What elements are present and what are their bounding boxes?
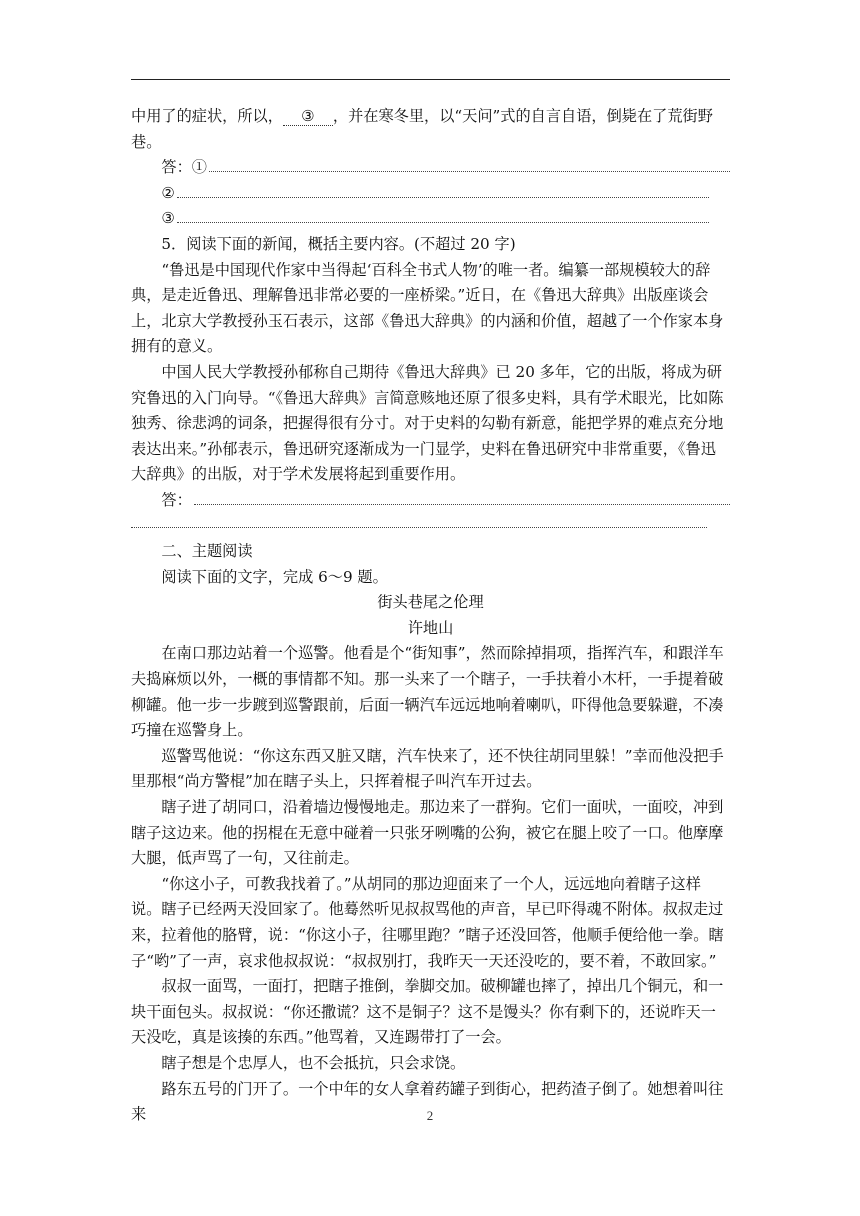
section-instruction: 阅读下面的文字，完成 6～9 题。 (161, 567, 388, 586)
answer-line (131, 488, 730, 514)
answer-line-2 (131, 181, 730, 207)
answer-line-1 (131, 155, 730, 181)
answer-label: ③ (161, 209, 176, 228)
text-line (131, 104, 730, 155)
story-paragraph: 叔叔一面骂，一面打，把瞎子推倒，拳脚交加。破柳罐也摔了，掉出几个铜元，和一块干面包头。叔叔说：“你还撒谎？这不是铜子？这不是馒头？你有剩下的，还说昨天一天没吃，真是该揍的东西。”他骂着，又连踢带打了一会。 (131, 977, 724, 1047)
question-5-prompt: 5．阅读下面的新闻，概括主要内容。(不超过 20 字) (161, 234, 516, 253)
text-fragment: 中用了的症状，所以， (131, 107, 283, 125)
section-heading: 二、主题阅读 (161, 542, 253, 561)
story-paragraph: 瞎子进了胡同口，沿着墙边慢慢地走。那边来了一群狗。它们一面吠，一面咬，冲到瞎子这边来。他的拐棍在无意中碰着一只张牙咧嘴的公狗，被它在腿上咬了一口。他摩摩大腿，低声骂了一句，又往前走。 (131, 798, 724, 868)
answer-dots (177, 184, 709, 198)
answer-dots (177, 209, 709, 223)
answer-dots (209, 158, 730, 172)
page-number: 2 (426, 1108, 434, 1123)
news-paragraph: 中国人民大学教授孙郁称自己期待《鲁迅大辞典》已 20 多年，它的出版，将成为研究鲁迅的入门向导。“《鲁迅大辞典》言简意赅地还原了很多史料，具有学术眼光，比如陈独秀、徐悲鸿的词条，把握得很有分寸。对于史料的勾勒有新意，能把学界的难点充分地表达出来。”孙郁表示，鲁迅研究逐渐成为一门显学，史料在鲁迅研究中非常重要，《鲁迅大辞典》的出版，对于学术发展将起到重要作用。 (131, 362, 724, 484)
news-paragraph: “鲁迅是中国现代作家中当得起‘百科全书式人物’的唯一者。编纂一部规模较大的辞典，是走近鲁迅、理解鲁迅非常必要的一座桥梁。”近日，在《鲁迅大辞典》出版座谈会上，北京大学教授孙玉石表示，这部《鲁迅大辞典》的内涵和价值，超越了一个作家本身拥有的意义。 (131, 260, 724, 356)
story-author: 许地山 (407, 618, 454, 637)
answer-label: ② (161, 183, 176, 202)
story-paragraph: 在南口那边站着一个巡警。他看是个“街知事”，然而除掉捐项，指挥汽车，和跟洋车夫捣麻烦以外，一概的事情都不知。那一头来了一个瞎子，一手扶着小木杆，一手提着破柳罐。他一步一步踱到巡警跟前，后面一辆汽车远远地响着喇叭，吓得他急要躲避，不凑巧撞在巡警身上。 (131, 644, 724, 740)
answer-continuation-line (131, 514, 730, 540)
story-paragraph: 瞎子想是个忠厚人，也不会抵抗，只会求饶。 (161, 1053, 466, 1072)
story-title: 街头巷尾之伦理 (377, 593, 484, 612)
header-rule (131, 79, 730, 80)
answer-dots (194, 491, 730, 505)
text-fragment: ，并在寒冬里，以“天问”式的自言自语，倒毙在了荒街野巷。 (131, 107, 713, 151)
story-paragraph: 巡警骂他说：“你这东西又脏又瞎，汽车快来了，还不快往胡同里躲！”幸而他没把手里那根“尚方警棍”加在瞎子头上，只挥着棍子叫汽车开过去。 (131, 746, 724, 791)
answer-line-3 (131, 206, 730, 232)
page-content (131, 104, 730, 1128)
answer-label: 答：① (161, 158, 207, 177)
fill-blank: ③ (283, 107, 333, 126)
answer-dots (131, 514, 707, 528)
answer-label: 答： (161, 490, 192, 509)
story-paragraph: “你这小子，可教我找着了。”从胡同的那边迎面来了一个人，远远地向着瞎子这样说。瞎子已经两天没回家了。他蓦然听见叔叔骂他的声音，早已吓得魂不附体。叔叔走过来，拉着他的胳臂，说：“你这小子，往哪里跑？”瞎子还没回答，他顺手便给他一拳。瞎子“哟”了一声，哀求他叔叔说：“叔叔别打，我昨天一天还没吃的，要不着，不敢回家。” (131, 874, 724, 970)
story-paragraph: 路东五号的门开了。一个中年的女人拿着药罐子到街心，把药渣子倒了。她想着叫往来 (131, 1079, 724, 1124)
